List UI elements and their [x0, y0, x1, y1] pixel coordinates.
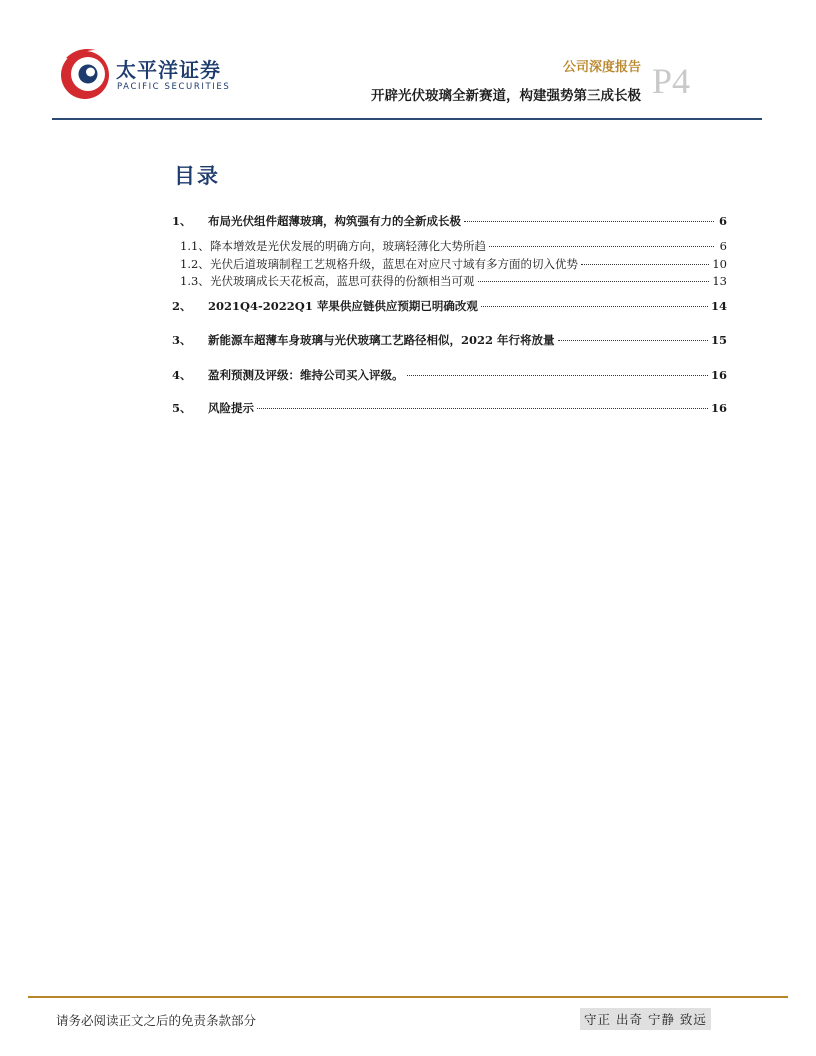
logo-english-name: PACIFIC SECURITIES: [117, 82, 231, 92]
toc-entry-title: 光伏玻璃成长天花板高，蓝思可获得的份额相当可观: [210, 274, 475, 288]
footer-divider: [28, 996, 788, 998]
toc-entry-page: 16: [710, 401, 727, 415]
toc-entry-number: 1.1、: [180, 239, 210, 253]
header-divider: [52, 118, 762, 120]
toc-entry-page: 14: [710, 299, 727, 313]
report-type-label: 公司深度报告: [562, 60, 641, 75]
toc-entry-number: 1.2、: [180, 257, 210, 271]
toc-entry[interactable]: [172, 400, 727, 416]
footer-motto: 守正 出奇 宁静 致远: [580, 1008, 711, 1030]
toc-entry-page: 6: [719, 239, 727, 253]
toc-leader-dots: [478, 280, 710, 282]
toc-leader-dots: [257, 407, 708, 409]
logo-chinese-name: 太平洋证券: [116, 58, 221, 82]
toc-entry-title: 光伏后道玻璃制程工艺规格升级，蓝思在对应尺寸域有多方面的切入优势: [210, 257, 578, 271]
toc-entry[interactable]: [172, 332, 727, 348]
toc-entry-page: 15: [710, 333, 727, 347]
toc-entry-title: 2021Q4-2022Q1 苹果供应链供应预期已明确改观: [208, 299, 478, 313]
toc-entry-title: 风险提示: [208, 401, 254, 415]
toc-leader-dots: [464, 220, 714, 222]
toc-heading: 目录: [174, 164, 220, 188]
toc-entry-number: 3、: [172, 333, 192, 347]
toc-leader-dots: [489, 245, 714, 247]
toc-entry-number: 1、: [172, 214, 192, 228]
toc-entry-number: 1.3、: [180, 274, 210, 288]
toc-leader-dots: [581, 263, 709, 265]
page-number: P4: [652, 61, 691, 101]
toc-entry-page: 10: [712, 257, 727, 271]
toc-entry-title: 新能源车超薄车身玻璃与光伏玻璃工艺路径相似，2022 年行将放量: [208, 333, 555, 347]
footer-disclaimer: 请务必阅读正文之后的免责条款部分: [56, 1013, 257, 1028]
toc-entry-number: 5、: [172, 401, 192, 415]
company-logo: [56, 44, 231, 110]
pacific-securities-logo-icon: [56, 44, 114, 102]
toc-entry-page: 13: [712, 274, 727, 288]
toc-entry-number: 2、: [172, 299, 192, 313]
toc-leader-dots: [481, 305, 708, 307]
toc-entry[interactable]: [180, 256, 727, 272]
toc-entry[interactable]: [172, 298, 727, 314]
toc-leader-dots: [558, 339, 708, 341]
toc-entry-page: 6: [718, 214, 727, 228]
toc-entry[interactable]: [172, 213, 727, 229]
toc-entry[interactable]: [172, 367, 727, 383]
toc-entry-title: 盈利预测及评级：维持公司买入评级。: [208, 368, 404, 382]
toc-leader-dots: [407, 374, 708, 376]
toc-entry[interactable]: [180, 273, 727, 289]
toc-entry-number: 4、: [172, 368, 192, 382]
toc-entry-title: 降本增效是光伏发展的明确方向，玻璃轻薄化大势所趋: [210, 239, 486, 253]
toc-entry-title: 布局光伏组件超薄玻璃，构筑强有力的全新成长极: [208, 214, 461, 228]
report-title: 开辟光伏玻璃全新赛道，构建强势第三成长极: [371, 88, 641, 104]
toc-entry[interactable]: [180, 238, 727, 254]
toc-entry-page: 16: [710, 368, 727, 382]
